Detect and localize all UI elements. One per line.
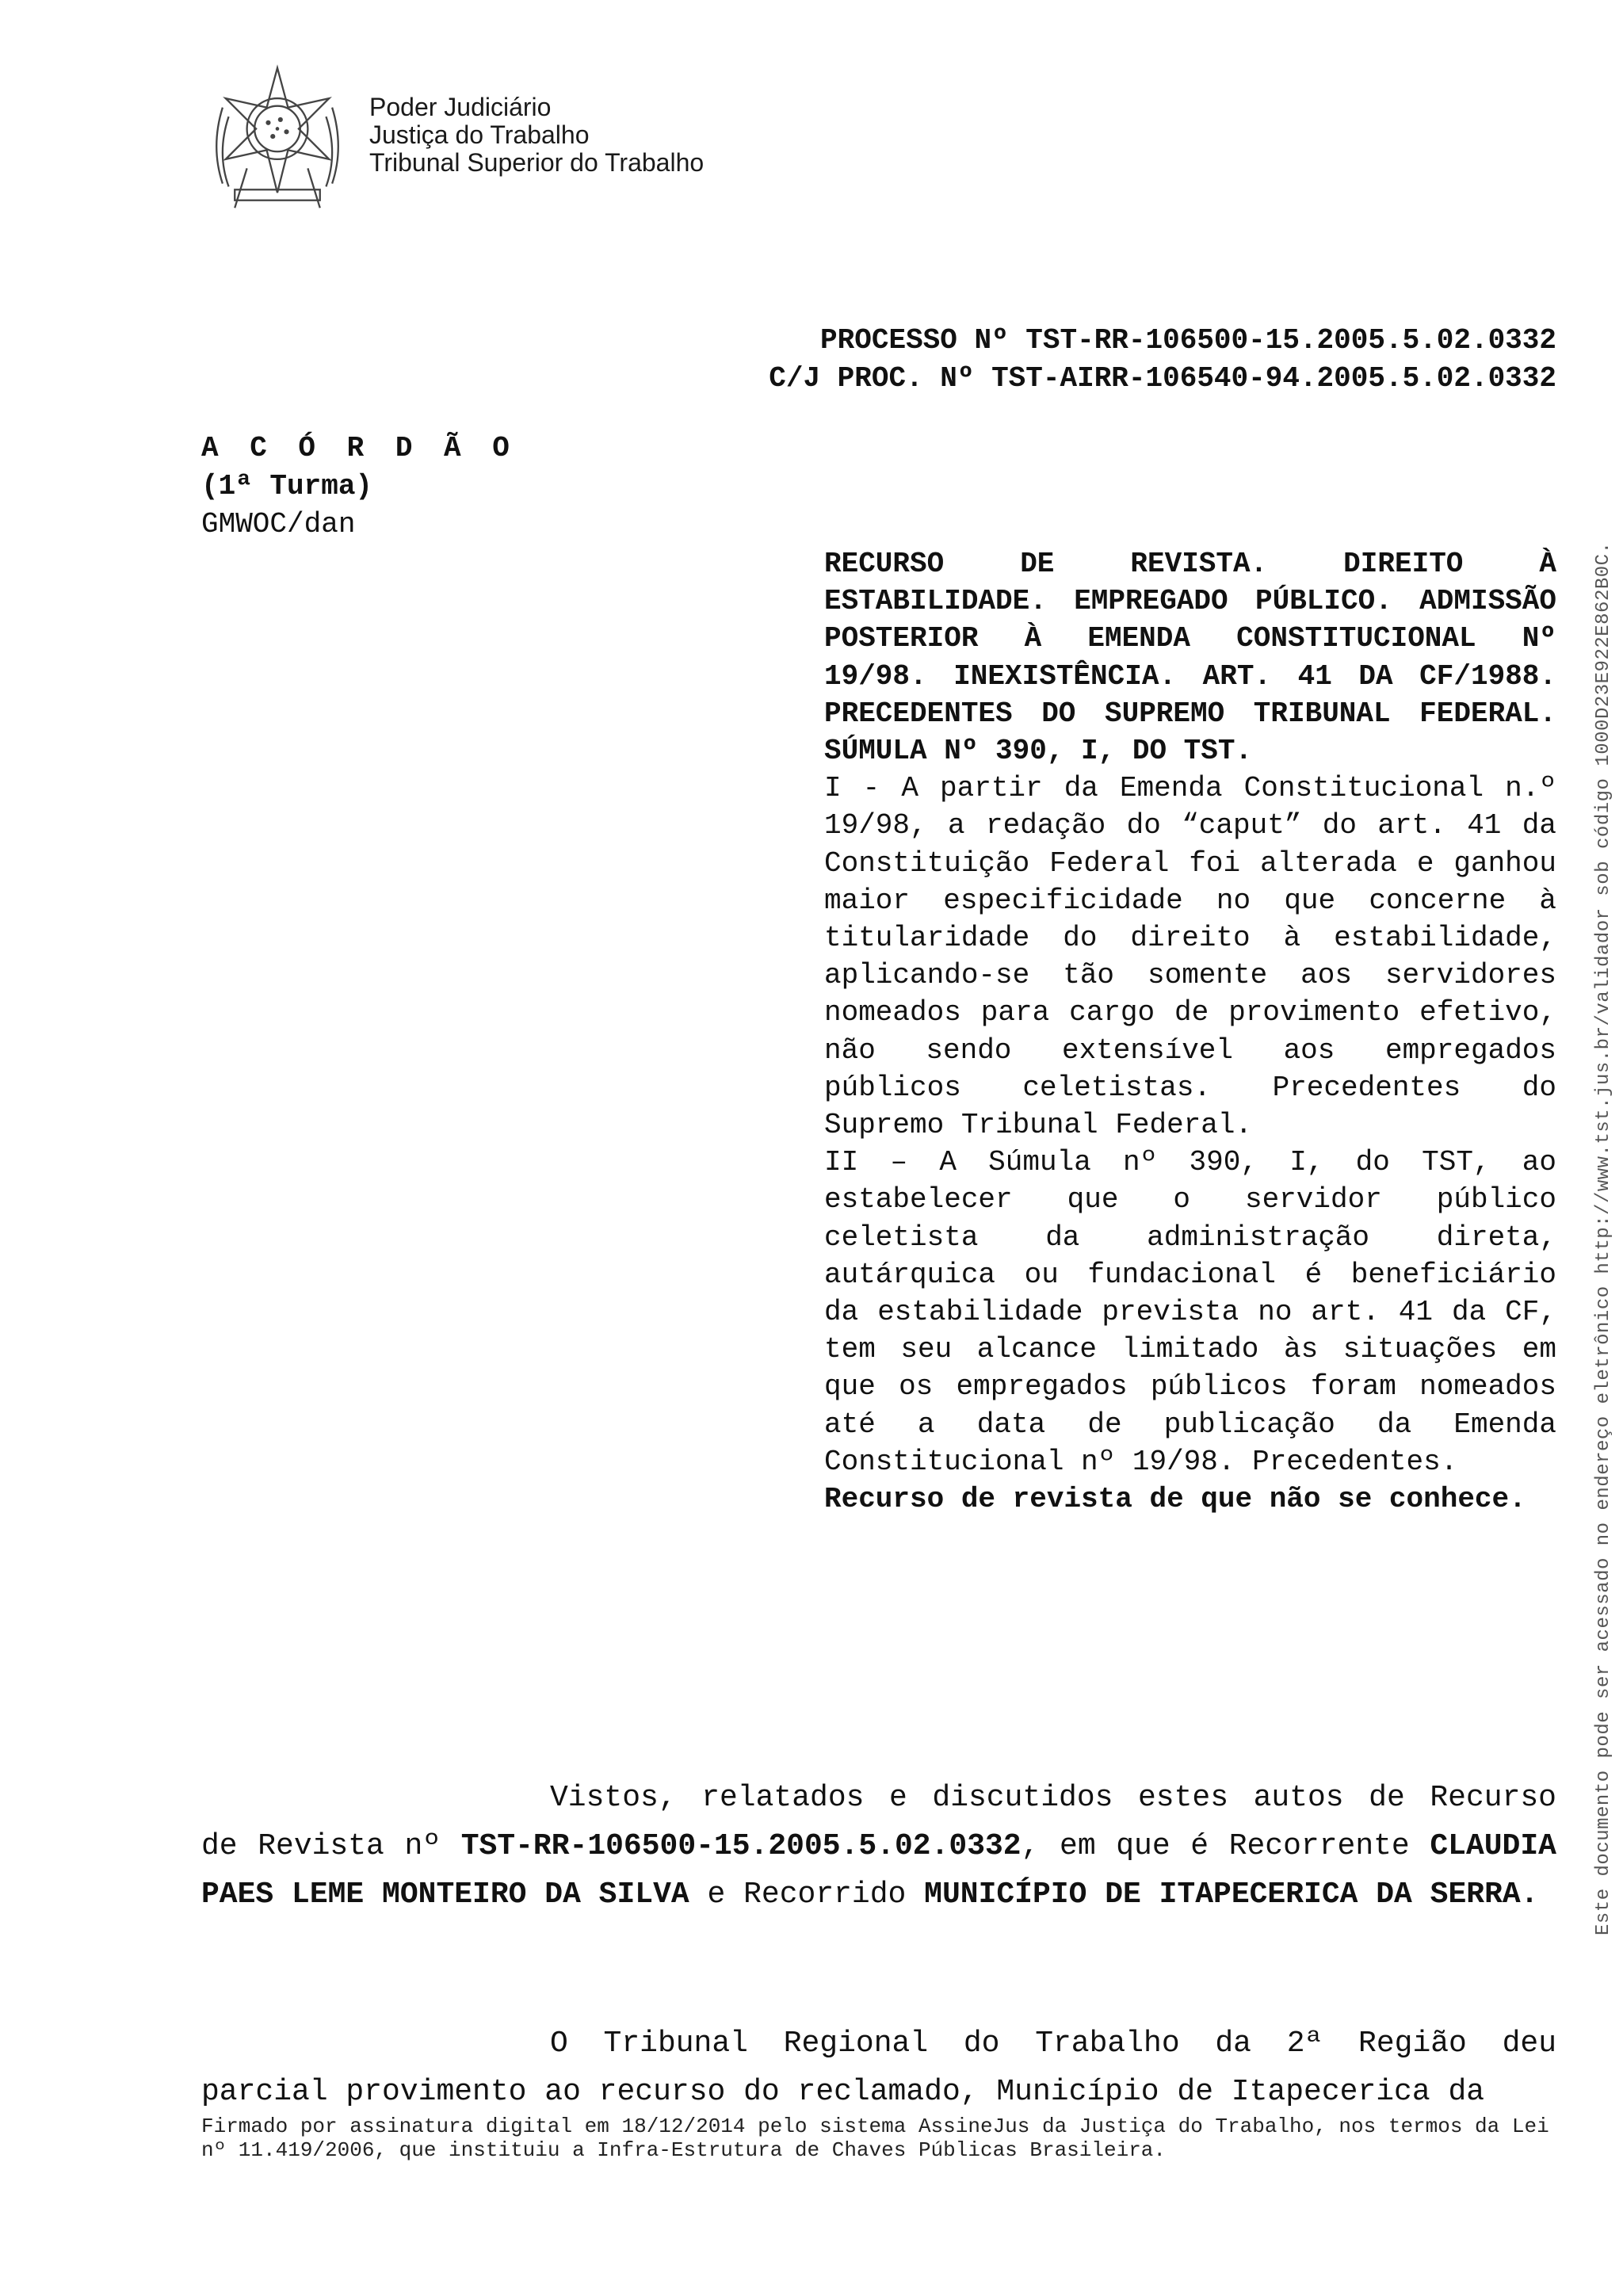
p1-text-a: Vistos, relatados e discutidos estes autos de Recurso de Revista nº (201, 1781, 1556, 1863)
p1-text-c: e Recorrido (689, 1878, 925, 1912)
p1-appellant: CLAUDIA PAES LEME MONTEIRO DA SILVA (201, 1829, 1556, 1912)
p1-text-b: , em que é Recorrente (1021, 1829, 1430, 1863)
org-line-tribunal: Tribunal Superior do Trabalho (369, 148, 705, 177)
decision-panel: (1ª Turma) (201, 470, 373, 502)
p2-text: O Tribunal Regional do Trabalho da 2ª Região deu parcial provimento ao recurso do reclamado, Município de Itapecerica da (201, 2027, 1556, 2109)
p1-process-number: TST-RR-106500-15.2005.5.02.0332 (460, 1829, 1022, 1863)
brazil-coat-of-arms-icon (201, 62, 353, 214)
body-paragraph-2 (201, 2019, 1556, 2116)
body-paragraph-1 (201, 1774, 1556, 1919)
decision-code: GMWOC/dan (201, 508, 356, 541)
decision-title: A C Ó R D Ã O (201, 432, 517, 464)
process-numbers (444, 322, 1556, 398)
ementa (824, 545, 1556, 1518)
org-line-judiciary: Poder Judiciário (369, 93, 552, 121)
ementa-item-2: II – A Súmula nº 390, I, do TST, ao estabelecer que o servidor público celetista da administração direta, autárquica ou fundacional é beneficiário da estabilidade prevista no art. 41 da CF, tem seu alcance limitado às situações em que os empregados públicos foram nomeados até a data de publicação da Emenda Constitucional nº 19/98. Precedentes. (824, 1146, 1556, 1478)
signature-footer: Firmado por assinatura digital em 18/12/2014 pelo sistema AssineJus da Justiça do Trabalho, nos termos da Lei nº 11.419/2006, que instituiu a Infra-Estrutura de Chaves Públicas Brasileira. (201, 2115, 1549, 2162)
p1-appellee: MUNICÍPIO DE ITAPECERICA DA SERRA. (924, 1878, 1539, 1912)
ementa-heading: RECURSO DE REVISTA. DIREITO À ESTABILIDADE. EMPREGADO PÚBLICO. ADMISSÃO POSTERIOR À EMENDA CONSTITUCIONAL Nº 19/98. INEXISTÊNCIA. ART. 41 DA CF/1988. PRECEDENTES DO SUPREMO TRIBUNAL FEDERAL. SÚMULA Nº 390, I, DO TST. (824, 548, 1556, 768)
org-line-labor-justice: Justiça do Trabalho (369, 120, 590, 149)
validation-side-note: Este documento pode ser acessado no endereço eletrônico http://www.tst.jus.br/validador sob código 1000D23E922E862B0C. (1593, 541, 1614, 1935)
process-number: PROCESSO Nº TST-RR-106500-15.2005.5.02.0332 (820, 324, 1556, 357)
decision-header (201, 430, 517, 544)
ementa-conclusion: Recurso de revista de que não se conhece. (824, 1483, 1526, 1516)
related-process-number: C/J PROC. Nº TST-AIRR-106540-94.2005.5.02.0332 (769, 362, 1556, 395)
ementa-item-1: I - A partir da Emenda Constitucional n.º 19/98, a redação do “caput” do art. 41 da Constituição Federal foi alterada e ganhou maior especificidade no que concerne à titularidade do direito à estabilidade, aplicando-se tão somente aos servidores nomeados para cargo de provimento efetivo, não sendo extensível aos empregados públicos celetistas. Precedentes do Supremo Tribunal Federal. (824, 772, 1556, 1142)
organization-header (369, 94, 704, 177)
